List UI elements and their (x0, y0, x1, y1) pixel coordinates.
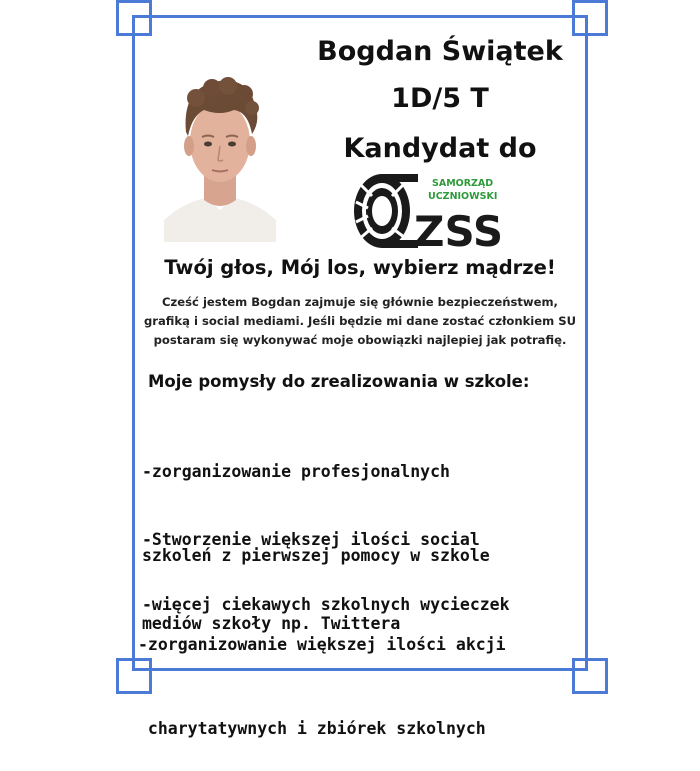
idea-line: szkoleń z pierwszej pomocy w szkole (142, 546, 490, 565)
logo-line2: UCZNIOWSKI (428, 191, 498, 202)
idea-line: -Stworzenie większej ilości social (142, 530, 480, 549)
logo-acronym: ZSS (414, 207, 504, 250)
logo-line1: SAMORZĄD (432, 178, 494, 189)
corner-square-bottom-right (572, 658, 608, 694)
tire-icon (354, 174, 418, 248)
intro-line: grafiką i social mediami. Jeśli będzie mi dane zostać członkiem SU (143, 314, 577, 328)
intro-line: Cześć jestem Bogdan zajmuje się głównie bezpieczeństwem, (162, 295, 558, 309)
corner-square-top-left (116, 0, 152, 36)
candidate-class: 1D/5 T (391, 83, 489, 114)
candidate-name: Bogdan Świątek (317, 36, 563, 67)
idea-line: mediów szkoły np. Twittera (142, 614, 401, 633)
corner-square-top-right (572, 0, 608, 36)
intro-line: postaram się wykonywać moje obowiązki najlepiej jak potrafię. (153, 333, 567, 347)
slogan: Twój głos, Mój los, wybierz mądrze! (164, 256, 556, 279)
intro-text (140, 293, 580, 350)
ideas-heading: Moje pomysły do zrealizowania w szkole: (148, 372, 530, 391)
candidacy-label: Kandydat do (343, 133, 537, 164)
idea-line: -zorganizowanie profesjonalnych (142, 462, 450, 481)
student-council-logo (352, 172, 512, 250)
idea-line: -zorganizowanie większej ilości akcji (138, 635, 506, 654)
idea-line: charytatywnych i zbiórek szkolnych (138, 719, 486, 738)
idea-item (138, 575, 506, 771)
candidate-photo (164, 60, 276, 242)
idea-line: -więcej ciekawych szkolnych wycieczek (142, 595, 510, 614)
